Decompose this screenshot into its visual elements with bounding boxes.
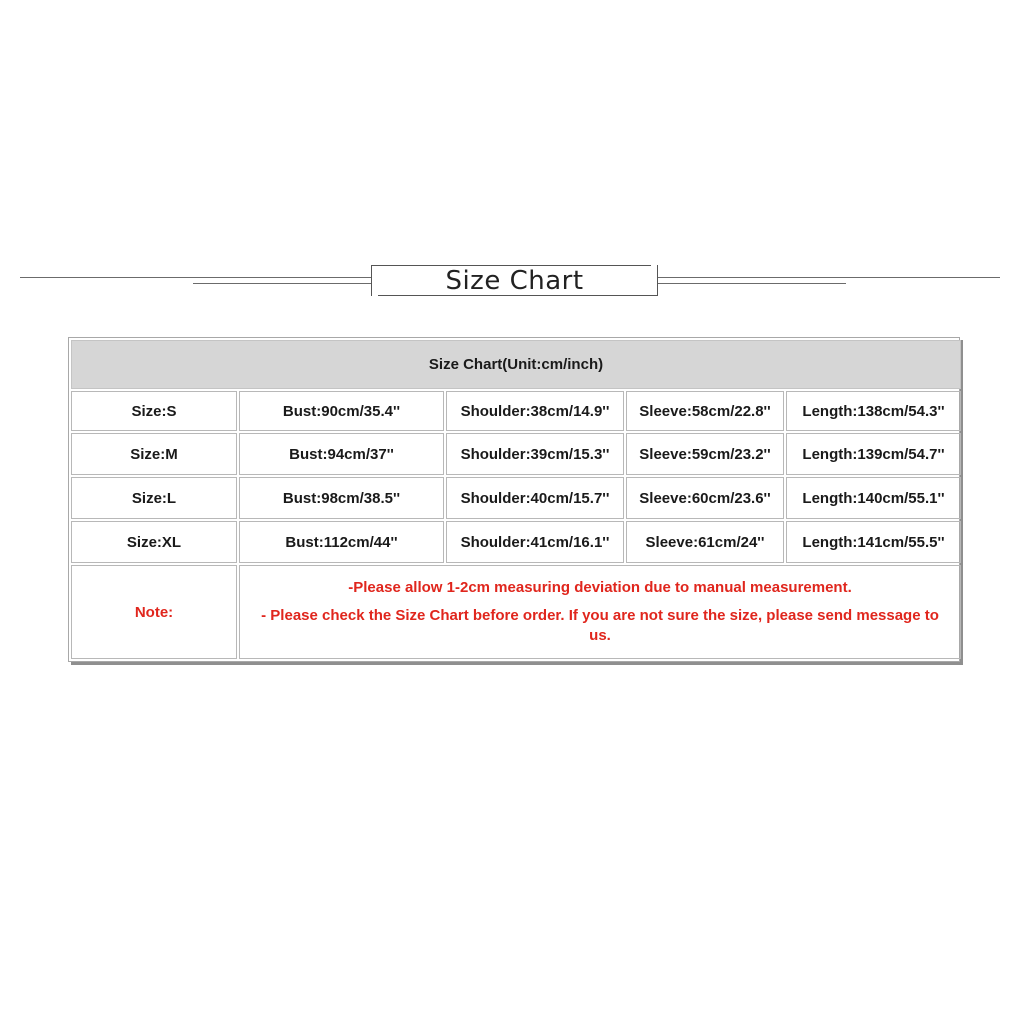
shoulder-cell: Shoulder:41cm/16.1'' xyxy=(446,521,624,563)
size-chart-table xyxy=(69,338,963,661)
banner-title-box xyxy=(371,265,658,296)
table-row xyxy=(71,477,961,519)
length-cell: Length:141cm/55.5'' xyxy=(786,521,961,563)
bust-cell: Bust:90cm/35.4'' xyxy=(239,391,444,431)
table-row xyxy=(71,391,961,431)
note-row xyxy=(71,565,961,659)
size-cell: Size:M xyxy=(71,433,237,475)
note-body xyxy=(239,565,961,659)
bust-cell: Bust:112cm/44'' xyxy=(239,521,444,563)
shoulder-cell: Shoulder:38cm/14.9'' xyxy=(446,391,624,431)
table-row xyxy=(71,521,961,563)
sleeve-cell: Sleeve:60cm/23.6'' xyxy=(626,477,784,519)
length-cell: Length:140cm/55.1'' xyxy=(786,477,961,519)
sleeve-cell: Sleeve:61cm/24'' xyxy=(626,521,784,563)
banner-rule-right xyxy=(656,283,846,284)
bust-cell: Bust:98cm/38.5'' xyxy=(239,477,444,519)
table-header: Size Chart(Unit:cm/inch) xyxy=(71,340,961,389)
note-line-check-size: - Please check the Size Chart before order. If you are not sure the size, please send message to us. xyxy=(261,607,939,644)
banner-rule-left xyxy=(193,283,371,284)
size-cell: Size:S xyxy=(71,391,237,431)
size-chart-table-container xyxy=(68,337,960,662)
bust-cell: Bust:94cm/37'' xyxy=(239,433,444,475)
table-header-row xyxy=(71,340,961,389)
shoulder-cell: Shoulder:39cm/15.3'' xyxy=(446,433,624,475)
sleeve-cell: Sleeve:59cm/23.2'' xyxy=(626,433,784,475)
size-cell: Size:L xyxy=(71,477,237,519)
note-line-deviation: -Please allow 1-2cm measuring deviation due to manual measurement. xyxy=(348,579,852,596)
shoulder-cell: Shoulder:40cm/15.7'' xyxy=(446,477,624,519)
length-cell: Length:138cm/54.3'' xyxy=(786,391,961,431)
length-cell: Length:139cm/54.7'' xyxy=(786,433,961,475)
note-label: Note: xyxy=(71,565,237,659)
table-row xyxy=(71,433,961,475)
page-title: Size Chart xyxy=(445,265,584,296)
sleeve-cell: Sleeve:58cm/22.8'' xyxy=(626,391,784,431)
size-cell: Size:XL xyxy=(71,521,237,563)
